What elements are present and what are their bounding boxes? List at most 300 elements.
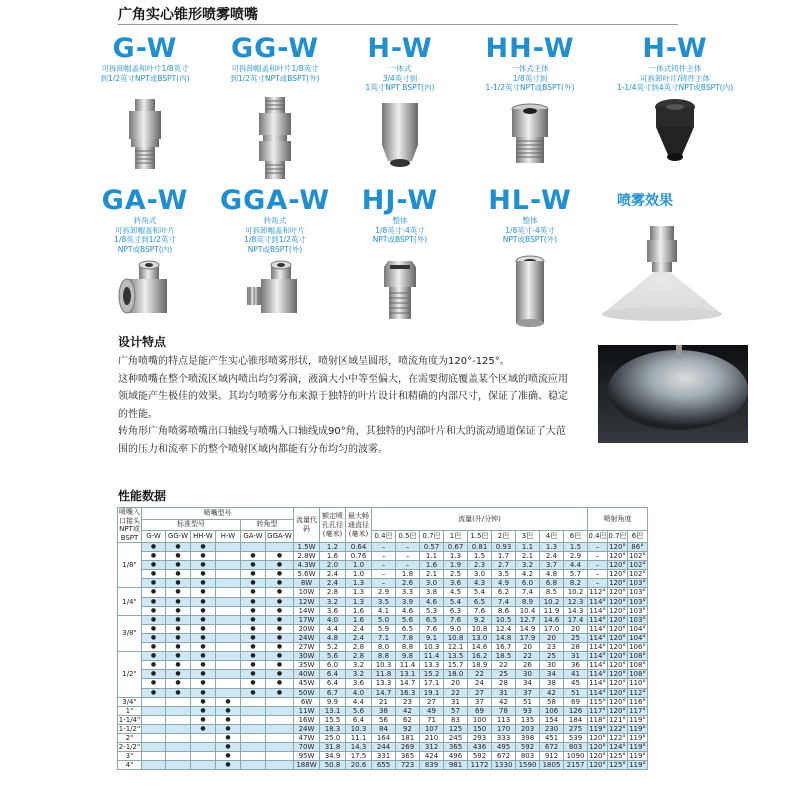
capacity-code-cell: 47W (294, 733, 320, 742)
flow-cell: 3.5 (372, 597, 396, 606)
type-marker-cell (216, 570, 241, 579)
capacity-code-cell: 40W (294, 670, 320, 679)
flow-cell: 0.81 (468, 543, 492, 552)
type-marker-cell: ● (142, 615, 166, 624)
flow-cell: 12.7 (516, 615, 540, 624)
orifice-cell: 25.0 (320, 733, 346, 742)
type-marker-cell (241, 543, 266, 552)
type-marker-cell: ● (142, 570, 166, 579)
type-marker-cell (166, 752, 191, 761)
flow-cell: 3.8 (420, 588, 444, 597)
angle-cell: 120° (609, 570, 626, 579)
flow-cell: 1.7 (492, 552, 516, 561)
flow-cell: 10.2 (540, 597, 564, 606)
flow-cell: 11.8 (372, 670, 396, 679)
type-marker-cell (216, 561, 241, 570)
col-pressure: 0.4巴 (372, 531, 396, 543)
capacity-code-cell: 4.3W (294, 561, 320, 570)
type-marker-cell: ● (241, 624, 266, 633)
flow-cell: 1.3 (540, 543, 564, 552)
flow-cell: 3.6 (444, 579, 468, 588)
type-marker-cell (241, 724, 266, 733)
angle-cell: 120° (609, 661, 626, 670)
table-row (118, 643, 648, 652)
capacity-code-cell: 8W (294, 579, 320, 588)
type-marker-cell (142, 752, 166, 761)
product-desc-line: 可拆卸帽盖和叶片 (245, 225, 305, 235)
type-marker-cell: ● (142, 688, 166, 697)
subheader-row (118, 531, 648, 543)
flow-cell: 11.4 (396, 661, 420, 670)
angle-cell: 114° (589, 670, 606, 679)
passage-cell: 1.6 (346, 606, 372, 615)
type-marker-cell: ● (216, 724, 241, 733)
flow-cell: 45 (564, 679, 588, 688)
angle-cell: 120° (589, 752, 606, 761)
flow-cell: 56 (372, 715, 396, 724)
type-marker-cell (142, 706, 166, 715)
type-marker-cell (216, 661, 241, 670)
passage-cell: 20.6 (346, 761, 372, 770)
angle-cell: 106° (629, 643, 646, 652)
flow-cell: 113 (492, 715, 516, 724)
type-marker-cell: ● (142, 633, 166, 642)
flow-cell: 5.4 (468, 588, 492, 597)
flow-cell: 245 (444, 733, 468, 742)
flow-cell: 78 (492, 706, 516, 715)
inlet-size-cell: 1-1/2" (118, 724, 141, 733)
angle-cell: 119° (629, 733, 646, 742)
orifice-cell: 3.6 (320, 606, 346, 615)
angle-cell: 120° (609, 706, 626, 715)
flow-cell: 38 (540, 679, 564, 688)
type-marker-cell: ● (241, 552, 266, 561)
nozzle-g-w-image (125, 99, 165, 179)
flow-cell: 51 (516, 697, 540, 706)
flow-cell: 51 (564, 688, 588, 697)
flow-cell: 22 (492, 661, 516, 670)
flow-cell: 11.9 (540, 606, 564, 615)
flow-cell: 6.5 (468, 597, 492, 606)
inlet-size-cell: 1/4" (118, 588, 142, 615)
flow-cell: – (372, 579, 396, 588)
angle-cell: 120° (609, 679, 626, 688)
flow-cell: 8.8 (396, 643, 420, 652)
angle-cell: 119° (629, 761, 646, 770)
angle-cell: 103° (629, 597, 646, 606)
angle-cell: 118° (589, 715, 606, 724)
flow-cell: 4.8 (540, 570, 564, 579)
product-ga-w (70, 186, 220, 321)
type-marker-cell: ● (266, 679, 294, 688)
angle-cell: 104° (629, 633, 646, 642)
flow-cell: 20 (444, 679, 468, 688)
type-marker-cell: ● (142, 624, 166, 633)
flow-cell: 10.4 (516, 606, 540, 615)
flow-cell: 28 (564, 643, 588, 652)
flow-cell: 42 (540, 688, 564, 697)
type-marker-cell (266, 761, 294, 770)
passage-cell: 1.6 (346, 615, 372, 624)
product-desc-line: 转角式 (263, 216, 287, 225)
angle-cell: 112° (629, 688, 646, 697)
flow-cell: 135 (516, 715, 540, 724)
features-line: 围的压力和流率下的整个喷射区域内都能有分布均匀的波雾。 (118, 443, 388, 455)
passage-cell: 4.0 (346, 688, 372, 697)
orifice-cell: 2.4 (320, 579, 346, 588)
col-pressure: 6巴 (564, 531, 588, 543)
flow-cell: 125 (444, 724, 468, 733)
table-row (118, 615, 648, 624)
flow-cell: 22 (468, 670, 492, 679)
flow-cell: 981 (444, 761, 468, 770)
flow-cell: 164 (372, 733, 396, 742)
product-desc-line: 一体式主体 (511, 64, 549, 73)
orifice-cell: 13.1 (320, 706, 346, 715)
type-marker-cell: ● (266, 624, 294, 633)
product-code: G-W (112, 33, 178, 64)
type-marker-cell (166, 697, 191, 706)
angle-cell: 125° (609, 752, 626, 761)
orifice-cell: 4.8 (320, 633, 346, 642)
type-marker-cell: ● (142, 561, 166, 570)
table-row (118, 661, 648, 670)
type-marker-cell (142, 743, 166, 752)
flow-cell: 30 (540, 661, 564, 670)
type-marker-cell (216, 688, 241, 697)
flow-cell: 331 (372, 752, 396, 761)
capacity-code-cell: 188W (294, 761, 320, 770)
passage-cell: 3.2 (346, 670, 372, 679)
type-marker-cell (216, 552, 241, 561)
flow-cell: 7.6 (444, 615, 468, 624)
type-marker-cell: ● (191, 679, 216, 688)
flow-cell: 170 (492, 724, 516, 733)
col-pressure: 4巴 (540, 531, 564, 543)
angle-cell: 120° (609, 579, 626, 588)
product-desc-line: 整体 (392, 216, 408, 225)
type-marker-cell: ● (216, 743, 241, 752)
flow-cell: 17.0 (540, 624, 564, 633)
table-row (118, 733, 648, 742)
type-marker-cell: ● (241, 597, 266, 606)
type-marker-cell: ● (191, 552, 216, 561)
product-code: GA-W (101, 185, 189, 216)
flow-cell: 38 (372, 706, 396, 715)
flow-cell: 6.2 (492, 588, 516, 597)
flow-cell: 150 (468, 724, 492, 733)
flow-cell: 8.5 (540, 588, 564, 597)
flow-cell: 2.1 (516, 552, 540, 561)
flow-cell: 6.0 (516, 579, 540, 588)
passage-cell: 0.76 (346, 552, 372, 561)
inlet-size-cell: 1/8" (118, 543, 142, 588)
flow-cell: 1.5 (564, 543, 588, 552)
flow-cell: 365 (444, 743, 468, 752)
flow-cell: 181 (396, 733, 420, 742)
flow-cell: 496 (444, 752, 468, 761)
flow-cell: 92 (396, 724, 420, 733)
col-angle-pressure: 6巴 (628, 531, 648, 543)
flow-cell: 839 (420, 761, 444, 770)
type-marker-cell (142, 724, 166, 733)
angle-cell: 114° (589, 624, 606, 633)
angle-cell: 119° (589, 724, 606, 733)
table-row (118, 561, 648, 570)
type-marker-cell: ● (216, 752, 241, 761)
product-desc-line: 1-1/4英寸到4英寸NPT或BSPT(内) (616, 83, 734, 92)
flow-cell: 1.1 (420, 552, 444, 561)
product-code: H-W (367, 33, 433, 64)
passage-cell: 2.4 (346, 624, 372, 633)
type-marker-cell: ● (216, 715, 241, 724)
flow-cell: 2157 (564, 761, 588, 770)
flow-cell: 31 (492, 688, 516, 697)
flow-cell: 203 (516, 724, 540, 733)
orifice-cell: 18.3 (320, 724, 346, 733)
col-type: H-W (216, 531, 241, 543)
type-marker-cell: ● (216, 706, 241, 715)
flow-cell: – (372, 570, 396, 579)
type-marker-cell: ● (191, 633, 216, 642)
flow-cell: 436 (468, 743, 492, 752)
product-code: HH-W (485, 33, 575, 64)
capacity-code-cell: 24W (294, 724, 320, 733)
flow-cell: 4.4 (564, 561, 588, 570)
angle-cell: 120° (609, 615, 626, 624)
angle-cell: 119° (629, 724, 646, 733)
capacity-code-cell: 14W (294, 606, 320, 615)
flow-cell: 20 (564, 624, 588, 633)
product-desc-line: 可拆卸帽盖和叶片1/8英寸 (101, 64, 189, 73)
flow-cell: 27 (468, 688, 492, 697)
flow-cell: 16.2 (468, 652, 492, 661)
table-row (118, 597, 648, 606)
flow-cell: 4.3 (468, 579, 492, 588)
type-marker-cell: ● (216, 761, 241, 770)
angle-cell: 120° (609, 624, 626, 633)
flow-cell: – (372, 552, 396, 561)
flow-cell: 7.4 (516, 588, 540, 597)
flow-cell: 15.7 (444, 661, 468, 670)
flow-cell: 25 (564, 633, 588, 642)
table-row (118, 743, 648, 752)
flow-cell: 24 (468, 679, 492, 688)
type-marker-cell (266, 733, 294, 742)
flow-cell: 6.3 (444, 606, 468, 615)
flow-cell: 655 (372, 761, 396, 770)
flow-cell: 3.3 (396, 588, 420, 597)
passage-cell: 2.8 (346, 643, 372, 652)
orifice-cell: 2.0 (320, 561, 346, 570)
flow-cell: 3.7 (540, 561, 564, 570)
flow-cell: 9.8 (396, 652, 420, 661)
type-marker-cell (216, 624, 241, 633)
type-marker-cell: ● (166, 588, 191, 597)
flow-cell: 12.4 (492, 624, 516, 633)
flow-cell: 15.2 (420, 670, 444, 679)
table-row (118, 543, 648, 552)
flow-cell: 10.3 (372, 661, 396, 670)
flow-cell: 83 (444, 715, 468, 724)
type-marker-cell (241, 761, 266, 770)
flow-cell: 6.8 (540, 579, 564, 588)
nozzle-hl-w-image (510, 255, 550, 327)
angle-cell: 119° (629, 743, 646, 752)
flow-cell: 2.7 (492, 561, 516, 570)
flow-cell: 10.2 (564, 588, 588, 597)
type-marker-cell (241, 697, 266, 706)
angle-cell: 103° (629, 606, 646, 615)
capacity-code-cell: 95W (294, 752, 320, 761)
product-h-w (330, 34, 470, 169)
col-capacity: 流量代码 (294, 508, 320, 543)
flow-cell: 31 (444, 697, 468, 706)
type-marker-cell (166, 706, 191, 715)
flow-cell: 10.8 (468, 624, 492, 633)
flow-cell: 4.5 (444, 588, 468, 597)
type-marker-cell: ● (266, 670, 294, 679)
passage-cell: 1.3 (346, 579, 372, 588)
type-marker-cell: ● (241, 606, 266, 615)
col-passage: 最大畅通直径(毫米) (346, 508, 372, 543)
col-angle: 喷射角度 (588, 508, 648, 531)
flow-cell: 592 (468, 752, 492, 761)
features-line: 转角形广角喷雾喷嘴出口轴线与喷嘴入口轴线成90°角，其独特的内部叶片和大的流动通道保证了大范 (118, 426, 566, 437)
type-marker-cell (216, 588, 241, 597)
flow-cell: 4.2 (516, 570, 540, 579)
flow-cell: 16.7 (492, 643, 516, 652)
type-marker-cell (216, 615, 241, 624)
product-desc-line: 3/4英寸到 (382, 73, 418, 83)
flow-cell: 6.5 (396, 624, 420, 633)
flow-cell: 18.0 (444, 670, 468, 679)
product-desc-line: 一体式 (388, 64, 412, 73)
flow-cell: 672 (540, 743, 564, 752)
angle-cell: 108° (629, 652, 646, 661)
angle-cell: 120° (589, 761, 606, 770)
type-marker-cell: ● (266, 552, 294, 561)
orifice-cell: 4.0 (320, 615, 346, 624)
flow-cell: – (372, 561, 396, 570)
capacity-code-cell: 35W (294, 661, 320, 670)
type-marker-cell (266, 752, 294, 761)
type-marker-cell: ● (266, 606, 294, 615)
product-desc-line: 1/8英寸到 (512, 73, 548, 83)
flow-cell: 23 (396, 697, 420, 706)
product-desc-line: NPT或BSPT(外) (247, 244, 303, 254)
orifice-cell: 2.8 (320, 588, 346, 597)
angle-cell: – (588, 561, 608, 570)
product-desc-line: 1/8英寸到1/2英寸 (114, 235, 176, 244)
flow-cell: 13.0 (468, 633, 492, 642)
type-marker-cell: ● (166, 543, 191, 552)
features-line: 的性能。 (118, 408, 158, 420)
flow-cell: 3.0 (468, 570, 492, 579)
angle-cell: 103° (629, 615, 646, 624)
flow-cell: 17.1 (420, 679, 444, 688)
flow-cell: 12.1 (444, 643, 468, 652)
type-marker-cell (241, 715, 266, 724)
features-title: 设计特点 (118, 335, 167, 349)
type-marker-cell (166, 761, 191, 770)
inlet-size-cell: 4" (118, 761, 142, 770)
flow-cell: 30 (516, 670, 540, 679)
flow-cell: – (396, 552, 420, 561)
product-desc-line: 1/8英寸-4英寸 (505, 225, 555, 235)
flow-cell: 18.5 (492, 652, 516, 661)
orifice-cell: 6.0 (320, 661, 346, 670)
flow-cell: 7.6 (420, 624, 444, 633)
product-desc-line: 1-1/2英寸NPT或BSPT(外) (485, 83, 575, 92)
flow-cell: 424 (420, 752, 444, 761)
flow-cell: 42 (396, 706, 420, 715)
capacity-code-cell: 24W (294, 633, 320, 642)
flow-cell: – (372, 543, 396, 552)
orifice-cell: 15.5 (320, 715, 346, 724)
flow-cell: 31 (564, 652, 588, 661)
type-marker-cell: ● (191, 661, 216, 670)
type-marker-cell (166, 733, 191, 742)
type-marker-cell: ● (166, 552, 191, 561)
flow-cell: 10.5 (492, 615, 516, 624)
angle-cell: 115° (589, 697, 606, 706)
product-desc-line: 转角式 (133, 216, 157, 225)
flow-cell: 7.1 (372, 633, 396, 642)
flow-cell: 8.6 (492, 606, 516, 615)
angle-cell: 114° (589, 633, 606, 642)
flow-cell: 20 (540, 633, 564, 642)
inlet-size-cell: 1" (118, 706, 142, 715)
angle-cell: 103° (629, 588, 646, 597)
flow-cell: 333 (492, 733, 516, 742)
capacity-code-cell: 17W (294, 615, 320, 624)
table-row (118, 752, 648, 761)
flow-cell: 14.3 (564, 606, 588, 615)
flow-cell: 154 (540, 715, 564, 724)
capacity-code-cell: 10W (294, 588, 320, 597)
type-marker-cell: ● (266, 688, 294, 697)
product-desc-line: NPT或BSPT(外) (372, 235, 428, 244)
inlet-size-cell: 2" (118, 733, 142, 742)
flow-cell: 5.6 (396, 615, 420, 624)
capacity-code-cell: 6W (294, 697, 320, 706)
flow-cell: 1.6 (420, 561, 444, 570)
product-code: HJ-W (361, 185, 439, 216)
flow-cell: 2.6 (396, 579, 420, 588)
type-marker-cell (266, 743, 294, 752)
flow-cell: 9.1 (420, 633, 444, 642)
table-row (118, 624, 648, 633)
flow-cell: 10.3 (420, 643, 444, 652)
type-marker-cell (241, 706, 266, 715)
capacity-code-cell: 2.8W (294, 552, 320, 561)
product-code: H-W (642, 33, 708, 64)
flow-cell: 1.8 (396, 570, 420, 579)
nozzle-hh-w-image (507, 103, 553, 169)
col-pressure: 1.5巴 (468, 531, 492, 543)
type-marker-cell: ● (166, 579, 191, 588)
type-marker-cell (216, 633, 241, 642)
flow-cell: 672 (492, 752, 516, 761)
type-marker-cell: ● (266, 615, 294, 624)
flow-cell: 293 (468, 733, 492, 742)
type-marker-cell (142, 715, 166, 724)
passage-cell: 0.64 (346, 543, 372, 552)
flow-cell: 17.4 (564, 615, 588, 624)
col-type: GA-W (241, 531, 266, 543)
product-hl-w (455, 186, 605, 327)
